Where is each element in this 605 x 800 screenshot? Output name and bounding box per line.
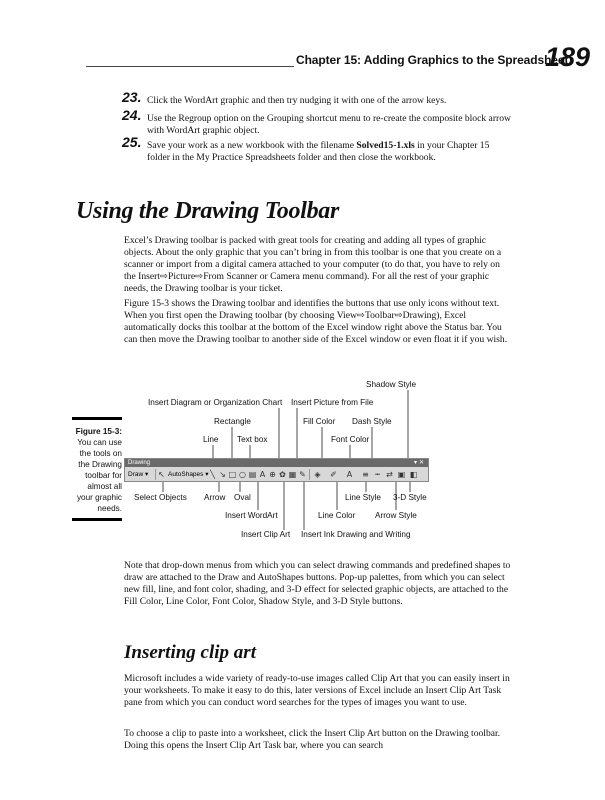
line-icon: ╲ xyxy=(210,470,215,479)
clip-art-icon: ✿ xyxy=(279,470,286,479)
diagram-icon: ⊕ xyxy=(269,470,276,479)
step-number: 24. xyxy=(122,107,142,123)
step-text: Use the Regroup option on the Grouping shortcut menu to re-create the composite block arrow with WordArt graphic object. xyxy=(147,113,511,136)
figure-caption-text: You can use the tools on the Drawing toolbar for almost all your graphic needs. xyxy=(76,438,122,513)
oval-icon: ○ xyxy=(239,470,246,479)
dropdown-icon: ▾ xyxy=(414,459,418,466)
toolbar-title: Drawing xyxy=(125,459,428,467)
label-fill-color: Fill Color xyxy=(303,417,336,426)
figure-caption-label: Figure 15-3: xyxy=(75,427,122,436)
label-select-objects: Select Objects xyxy=(134,493,187,502)
fill-color-icon: ◈ xyxy=(314,470,321,479)
label-insert-ink: Insert Ink Drawing and Writing xyxy=(301,530,411,539)
figure-note-paragraph: Note that drop-down menus from which you can select drawing commands and predefined shapes to draw are attached to the Draw and AutoShapes buttons. Pop-up palettes, from which you can select new fill, line, and font color, shading, and 3-D effect for selected graphic objects, are attached to the Fill Color, Line Color, Font Color, Shadow Style, and 3-D Style buttons. xyxy=(124,560,511,607)
page-number: 189 xyxy=(545,42,591,72)
label-3d-style: 3-D Style xyxy=(393,493,427,502)
text-box-icon: ▤ xyxy=(248,470,257,479)
step-number: 23. xyxy=(122,89,142,105)
line-color-icon: ✐ xyxy=(330,470,337,479)
label-insert-diagram: Insert Diagram or Organization Chart xyxy=(148,398,283,407)
rectangle-icon: □ xyxy=(228,470,237,479)
subsection-heading: Inserting clip art xyxy=(124,642,256,663)
label-line-style: Line Style xyxy=(345,493,381,502)
label-shadow-style: Shadow Style xyxy=(366,380,417,389)
subsection-paragraph-2: To choose a clip to paste into a worksheet, click the Insert Clip Art button on the Drawing toolbar. Doing this opens the Insert Clip Art Task bar, where you can search xyxy=(124,728,501,751)
section-heading: Using the Drawing Toolbar xyxy=(76,198,340,224)
autoshapes-menu-button: AutoShapes ▾ xyxy=(168,471,209,478)
step-text-part: in your Chapter 15 folder in the My Practice Spreadsheets folder and then close the workbook. xyxy=(147,140,490,163)
select-objects-icon: ↖ xyxy=(158,470,165,479)
arrow-icon: ↘ xyxy=(219,470,226,479)
shadow-style-icon: ▣ xyxy=(397,470,406,479)
picture-icon: ▦ xyxy=(288,470,297,479)
subsection-paragraph-1: Microsoft includes a wide variety of ready-to-use images called Clip Art that you can easily insert in your worksheets. To make it easy to do this, later versions of Excel include an Insert Clip Art Task pane from which you can conduct word searches for the types of images you want to use. xyxy=(124,673,510,708)
section-paragraph-1: Excel’s Drawing toolbar is packed with great tools for creating and adding all types of graphic objects. About the only graphic that you can’t bring in from this toolbar is one that you create on a scanner or import from a digital camera attached to your computer (to do that, you have to rely on the Insert⇨Picture⇨From Scanner or Camera menu command). For all the rest of your graphic needs, the Drawing toolbar is your ticket. xyxy=(124,235,502,294)
font-color-icon: A xyxy=(346,470,353,479)
section-paragraph-2: Figure 15-3 shows the Drawing toolbar and identifies the buttons that use only icons without text. When you first open the Drawing toolbar (by choosing View⇨Toolbar⇨Drawing), Excel automatically docks this toolbar at the bottom of the Excel window right above the Status bar. You can then move the Drawing toolbar to another side of the Excel window or even float it if you wish. xyxy=(124,298,508,345)
draw-menu-button: Draw ▾ xyxy=(128,471,149,478)
label-rectangle: Rectangle xyxy=(214,417,251,426)
wordart-icon: A xyxy=(259,470,266,479)
step-text-part: Save your work as a new workbook with the filename xyxy=(147,140,357,151)
drawing-toolbar xyxy=(124,458,429,482)
toolbar-separator xyxy=(309,469,310,480)
label-line-color: Line Color xyxy=(318,511,356,520)
label-insert-picture: Insert Picture from File xyxy=(291,398,374,407)
label-text-box: Text box xyxy=(237,435,268,444)
label-insert-wordart: Insert WordArt xyxy=(225,511,278,520)
toolbar-separator xyxy=(155,469,156,480)
arrow-style-icon: ⇄ xyxy=(386,470,393,479)
step-number: 25. xyxy=(122,134,142,150)
label-line: Line xyxy=(203,435,219,444)
label-oval: Oval xyxy=(234,493,251,502)
running-header-chapter: Chapter 15: Adding Graphics to the Spreadsheet xyxy=(296,53,569,67)
label-arrow-style: Arrow Style xyxy=(375,511,417,520)
label-font-color: Font Color xyxy=(331,435,370,444)
dash-style-icon: ┅ xyxy=(375,470,380,479)
close-icon: ✕ xyxy=(418,459,424,466)
line-style-icon: ≡ xyxy=(362,470,369,479)
ink-drawing-icon: ✎ xyxy=(299,470,306,479)
label-arrow: Arrow xyxy=(204,493,226,502)
toolbar-window-controls xyxy=(414,459,424,467)
label-insert-clip-art: Insert Clip Art xyxy=(241,530,291,539)
label-dash-style: Dash Style xyxy=(352,417,392,426)
step-text: Click the WordArt graphic and then try nudging it with one of the arrow keys. xyxy=(147,95,447,106)
3d-style-icon: ◧ xyxy=(409,470,418,479)
filename: Solved15-1.xls xyxy=(356,140,415,151)
